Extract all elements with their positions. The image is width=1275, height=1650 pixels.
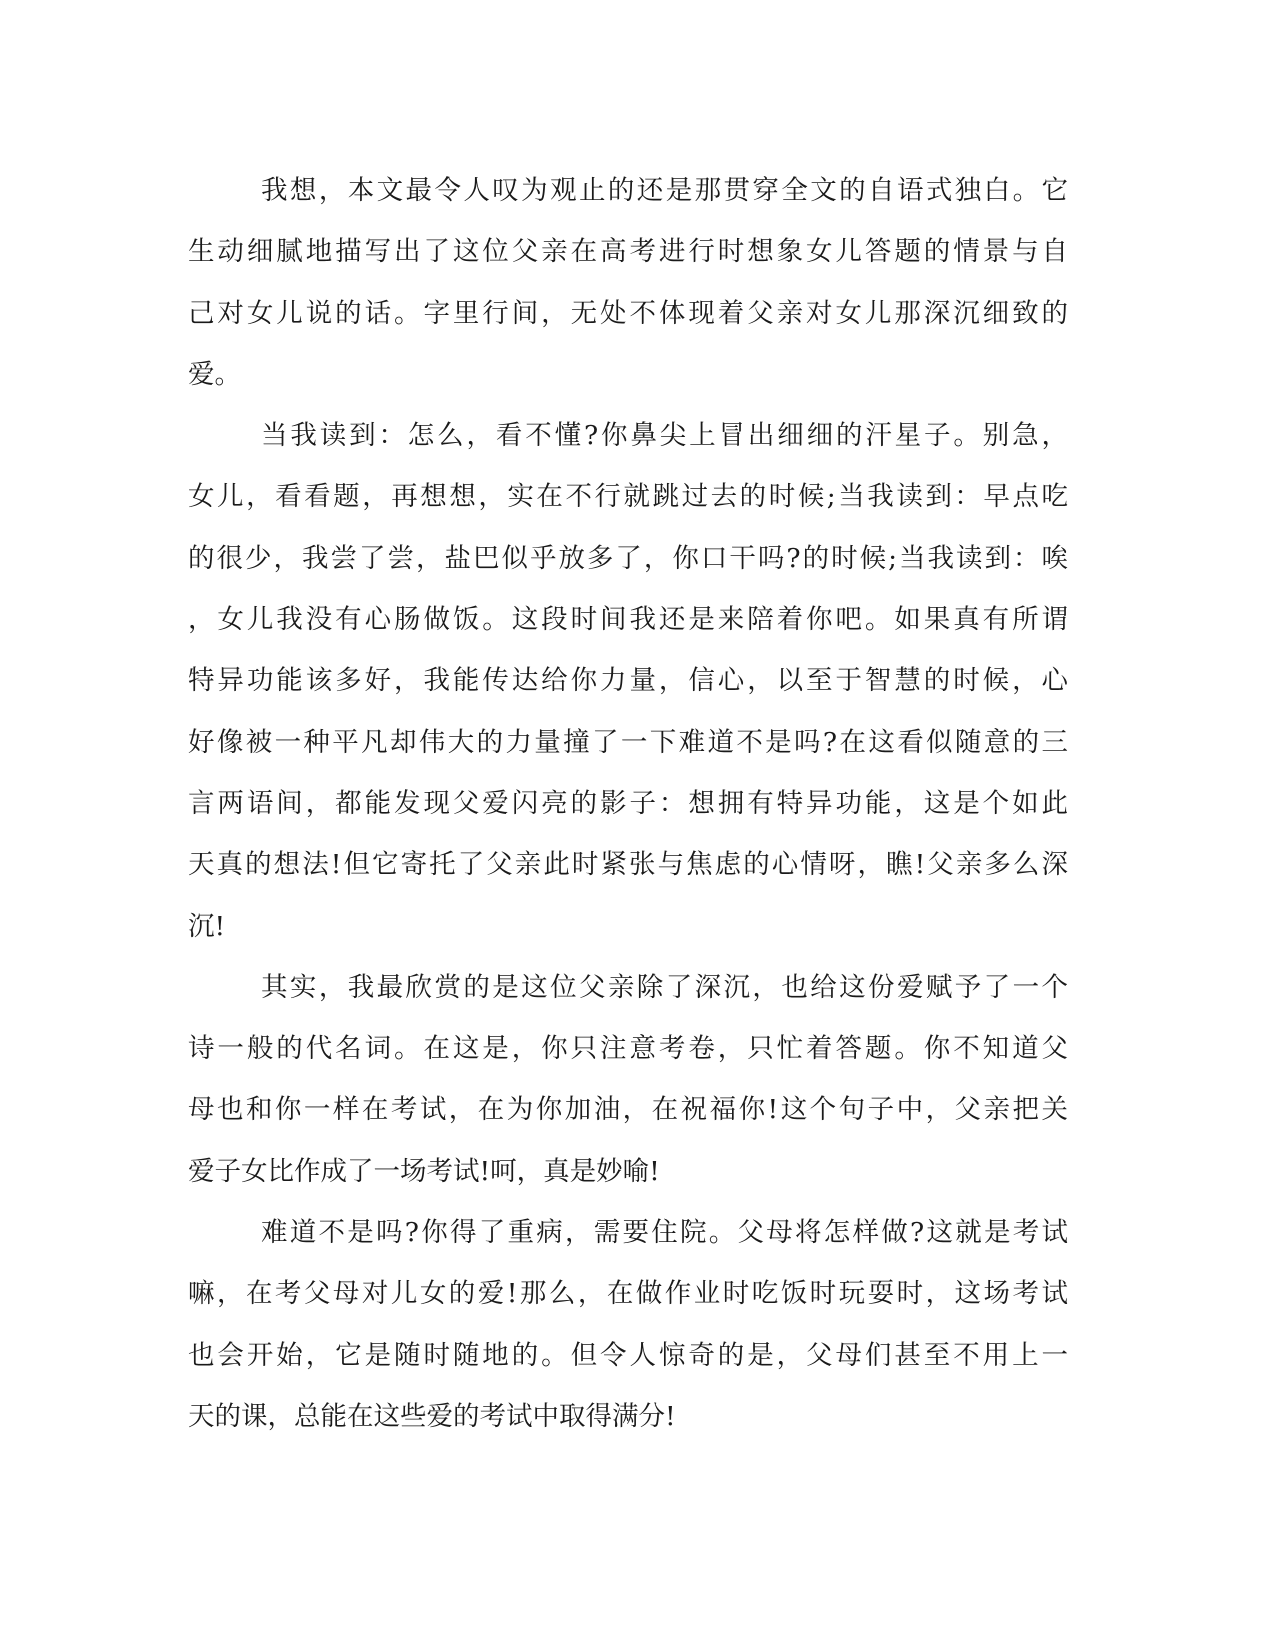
text-line: ，女儿我没有心肠做饭。这段时间我还是来陪着你吧。如果真有所谓: [188, 604, 1068, 636]
text-line: 天的课，总能在这些爱的考试中取得满分!: [188, 1400, 676, 1432]
text-line: 好像被一种平凡却伟大的力量撞了一下难道不是吗?在这看似随意的三: [188, 726, 1068, 758]
text-line: 特异功能该多好，我能传达给你力量，信心，以至于智慧的时候，心: [188, 665, 1068, 697]
text-line: 言两语间，都能发现父爱闪亮的影子：想拥有特异功能，这是个如此: [188, 787, 1068, 819]
paragraph-2: [188, 405, 1068, 957]
text-line: 生动细腻地描写出了这位父亲在高考进行时想象女儿答题的情景与自: [188, 236, 1068, 268]
text-line: 我想，本文最令人叹为观止的还是那贯穿全文的自语式独白。它: [261, 175, 1068, 206]
text-line: 嘛，在考父母对儿女的爱!那么，在做作业时吃饭时玩耍时，这场考试: [188, 1278, 1068, 1310]
text-line: 其实，我最欣赏的是这位父亲除了深沉，也给这份爱赋予了一个: [261, 971, 1068, 1003]
text-line: 爱。: [188, 358, 241, 390]
text-line: 诗一般的代名词。在这是，你只注意考卷，只忙着答题。你不知道父: [188, 1033, 1068, 1065]
text-line: 沉!: [188, 910, 226, 942]
text-line: 母也和你一样在考试，在为你加油，在祝福你!这个句子中，父亲把关: [188, 1094, 1068, 1126]
text-line: 爱子女比作成了一场考试!呵，真是妙喻!: [188, 1155, 660, 1187]
text-line: 难道不是吗?你得了重病，需要住院。父母将怎样做?这就是考试: [261, 1217, 1068, 1249]
text-line: 天真的想法!但它寄托了父亲此时紧张与焦虑的心情呀，瞧!父亲多么深: [188, 849, 1068, 881]
paragraph-4: [188, 1202, 1068, 1447]
text-line: 也会开始，它是随时随地的。但令人惊奇的是，父母们甚至不用上一: [188, 1339, 1068, 1371]
text-line: 的很少，我尝了尝，盐巴似乎放多了，你口干吗?的时候;当我读到：唉: [188, 542, 1068, 574]
text-line: 当我读到：怎么，看不懂?你鼻尖上冒出细细的汗星子。别急，: [261, 420, 1068, 452]
paragraph-3: [188, 957, 1068, 1202]
text-line: 女儿，看看题，再想想，实在不行就跳过去的时候;当我读到：早点吃: [188, 481, 1068, 513]
paragraph-1: [188, 160, 1068, 405]
text-line: 己对女儿说的话。字里行间，无处不体现着父亲对女儿那深沉细致的: [188, 297, 1068, 329]
document-body: [188, 160, 1068, 1447]
